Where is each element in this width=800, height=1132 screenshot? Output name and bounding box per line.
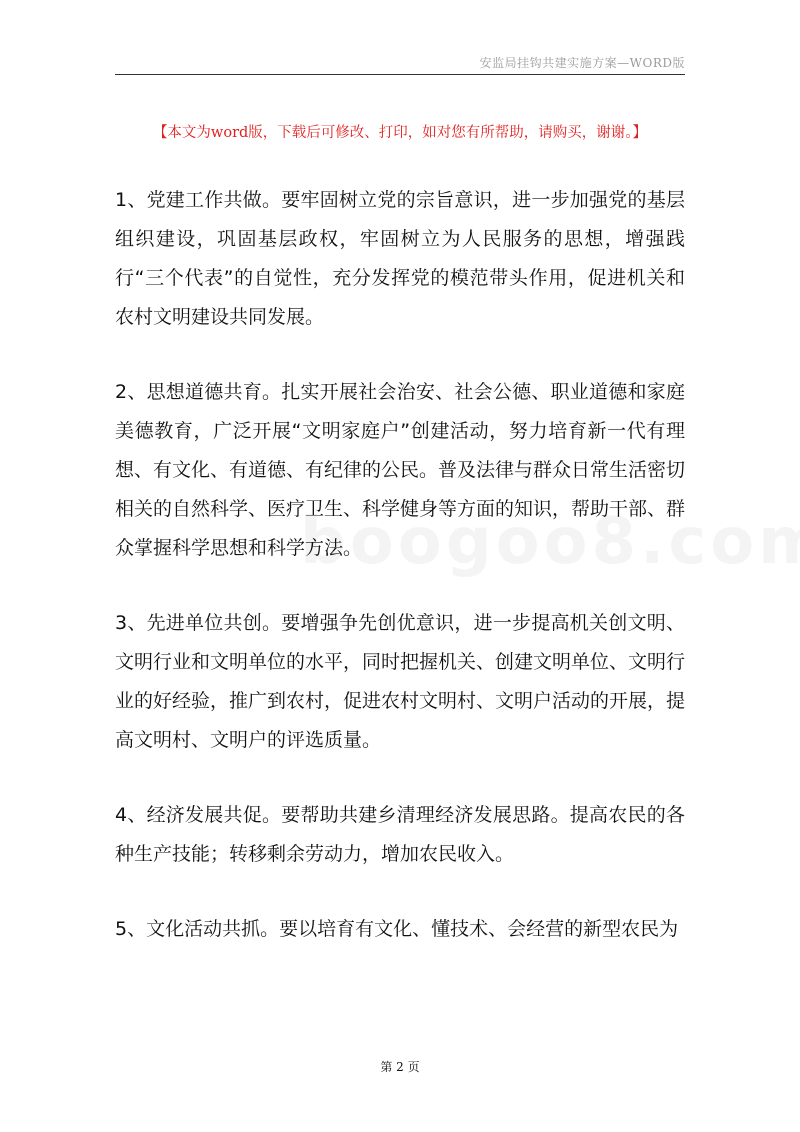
paragraph-3: 3、先进单位共创。要增强争先创优意识，进一步提高机关创文明、文明行业和文明单位的水平，同时把握机关、创建文明单位、文明行业的好经验，推广到农村，促进农村文明村、文明户活动的开展，提高文明村、文明户的评选质量。 xyxy=(115,612,686,751)
page-number: 第 2 页 xyxy=(380,1060,420,1074)
paragraph-5: 5、文化活动共抓。要以培育有文化、懂技术、会经营的新型农民为 xyxy=(115,918,679,940)
document-body xyxy=(115,181,685,985)
paragraph-4: 4、经济发展共促。要帮助共建乡清理经济发展思路。提高农民的各种生产技能；转移剩余劳动力，增加农民收入。 xyxy=(115,804,685,865)
page-header: 安监局挂钩共建实施方案—WORD版 xyxy=(479,56,685,70)
header-divider xyxy=(115,74,685,75)
paragraph-1: 1、党建工作共做。要牢固树立党的宗旨意识，进一步加强党的基层组织建设，巩固基层政权，牢固树立为人民服务的思想，增强践行“三个代表”的自觉性，充分发挥党的模范带头作用，促进机关和农村文明建设共同发展。 xyxy=(115,189,685,328)
paragraph-2: 2、思想道德共育。扎实开展社会治安、社会公德、职业道德和家庭美德教育，广泛开展“文明家庭户”创建活动，努力培育新一代有理想、有文化、有道德、有纪律的公民。普及法律与群众日常生活密切相关的自然科学、医疗卫生、科学健身等方面的知识，帮助干部、群众掌握科学思想和科学方法。 xyxy=(115,381,686,559)
purchase-notice: 【本文为word版，下载后可修改、打印，如对您有所帮助，请购买，谢谢。】 xyxy=(152,125,648,141)
